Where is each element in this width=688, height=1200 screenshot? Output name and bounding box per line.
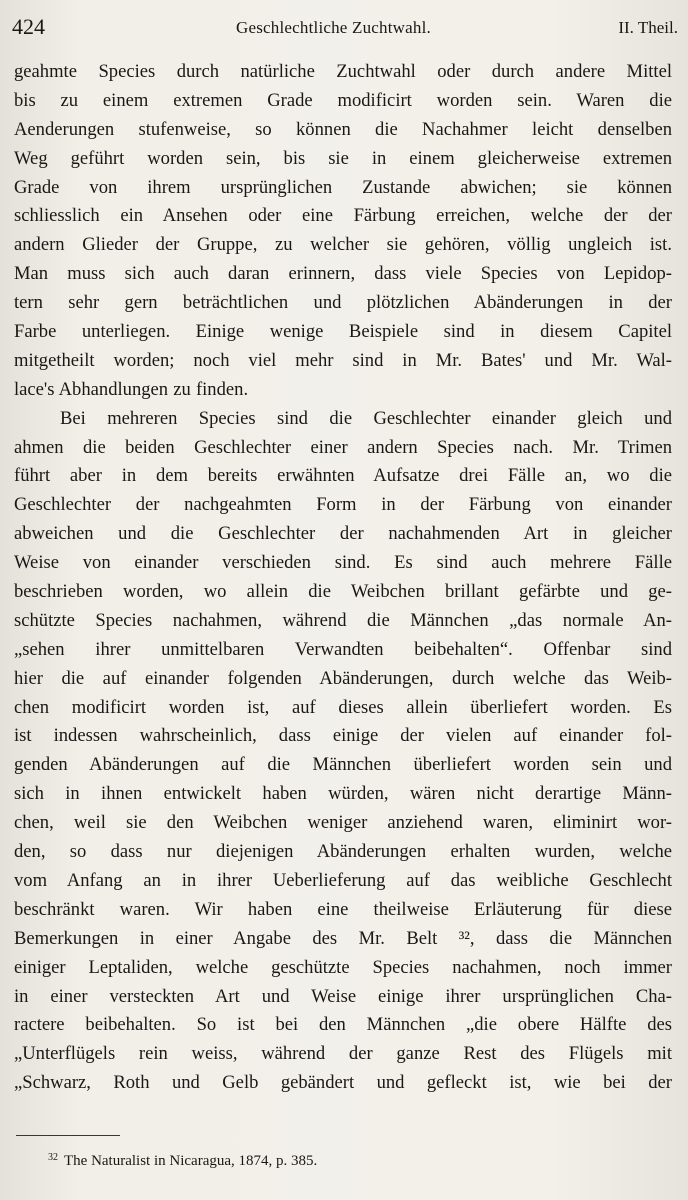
text-line: Weg geführt worden sein, bis sie in einem gleicherweise extremen xyxy=(14,147,672,169)
text-line: Aenderungen stufenweise, so können die Nachahmer leicht denselben xyxy=(14,118,672,140)
footnote xyxy=(48,1152,317,1170)
text-line: Geschlechter der nachgeahmten Form in der Färbung von einander xyxy=(14,494,672,516)
part-label: II. Theil. xyxy=(618,18,678,37)
text-line: Bei mehreren Species sind die Geschlechter einander gleich und xyxy=(60,407,672,429)
text-line: Grade von ihrem ursprünglichen Zustande abwichen; sie können xyxy=(14,176,672,198)
text-line: ractere beibehalten. So ist bei den Männchen „die obere Hälfte des xyxy=(14,1014,672,1036)
text-line: vom Anfang an in ihrer Ueberlieferung auf das weibliche Geschlecht xyxy=(14,869,672,891)
text-line: Weise von einander verschieden sind. Es sind auch mehrere Fälle xyxy=(14,552,672,574)
text-line: geahmte Species durch natürliche Zuchtwahl oder durch andere Mittel xyxy=(14,61,672,82)
footnote-mark: 32 xyxy=(48,1152,58,1163)
text-line: schützte Species nachahmen, während die Männchen „das normale An- xyxy=(14,609,672,631)
text-line: chen, weil sie den Weibchen weniger anziehend waren, eliminirt wor- xyxy=(14,812,672,834)
text-line: abweichen und die Geschlechter der nachahmenden Art in gleicher xyxy=(14,523,672,545)
footnote-text: The Naturalist in Nicaragua, 1874, p. 385. xyxy=(64,1153,318,1169)
text-line: bis zu einem extremen Grade modificirt worden sein. Waren die xyxy=(14,89,672,111)
text-line: „Schwarz, Roth und Gelb gebändert und gefleckt ist, wie bei der xyxy=(14,1072,672,1094)
text-line: ahmen die beiden Geschlechter einer andern Species nach. Mr. Trimen xyxy=(14,436,672,458)
text-line: tern sehr gern beträchtlichen und plötzlichen Abänderungen in der xyxy=(14,292,672,314)
text-line: mitgetheilt worden; noch viel mehr sind in Mr. Bates' und Mr. Wal- xyxy=(14,349,672,371)
text-line: Bemerkungen in einer Angabe des Mr. Belt ³², dass die Männchen xyxy=(14,927,672,949)
text-line: den, so dass nur diejenigen Abänderungen erhalten wurden, welche xyxy=(14,841,672,863)
text-line: beschrieben worden, wo allein die Weibchen brillant gefärbte und ge- xyxy=(14,581,672,603)
text-line: einiger Leptaliden, welche geschützte Species nachahmen, noch immer xyxy=(14,956,672,978)
body-text xyxy=(14,58,672,1098)
text-line: ist indessen wahrscheinlich, dass einige der vielen auf einander fol- xyxy=(14,725,672,747)
text-line: schliesslich ein Ansehen oder eine Färbung erreichen, welche der der xyxy=(14,205,672,227)
running-title: Geschlechtliche Zuchtwahl. xyxy=(236,18,431,37)
text-line: „Unterflügels rein weiss, während der ganze Rest des Flügels mit xyxy=(14,1043,672,1065)
page-number: 424 xyxy=(12,14,45,39)
text-line: führt aber in dem bereits erwähnten Aufsatze drei Fälle an, wo die xyxy=(14,465,672,487)
text-line: sich in ihnen entwickelt haben würden, wären nicht derartige Männ- xyxy=(14,783,672,805)
text-line: chen modificirt worden ist, auf dieses allein überliefert worden. Es xyxy=(14,696,672,718)
footnote-divider xyxy=(16,1135,120,1136)
text-line: lace's Abhandlungen zu finden. xyxy=(14,378,249,400)
text-line: in einer versteckten Art und Weise einige ihrer ursprünglichen Cha- xyxy=(14,985,672,1007)
text-line: Man muss sich auch daran erinnern, dass viele Species von Lepidop- xyxy=(14,263,672,285)
text-line: andern Glieder der Gruppe, zu welcher sie gehören, völlig ungleich ist. xyxy=(14,234,672,256)
text-line: hier die auf einander folgenden Abänderungen, durch welche das Weib- xyxy=(14,667,672,689)
text-line: genden Abänderungen auf die Männchen überliefert worden sein und xyxy=(14,754,672,776)
text-line: „sehen ihrer unmittelbaren Verwandten beibehalten“. Offenbar sind xyxy=(14,638,672,660)
page-header xyxy=(12,14,678,44)
text-line: beschränkt waren. Wir haben eine theilweise Erläuterung für diese xyxy=(14,898,672,920)
text-line: Farbe unterliegen. Einige wenige Beispiele sind in diesem Capitel xyxy=(14,321,672,343)
